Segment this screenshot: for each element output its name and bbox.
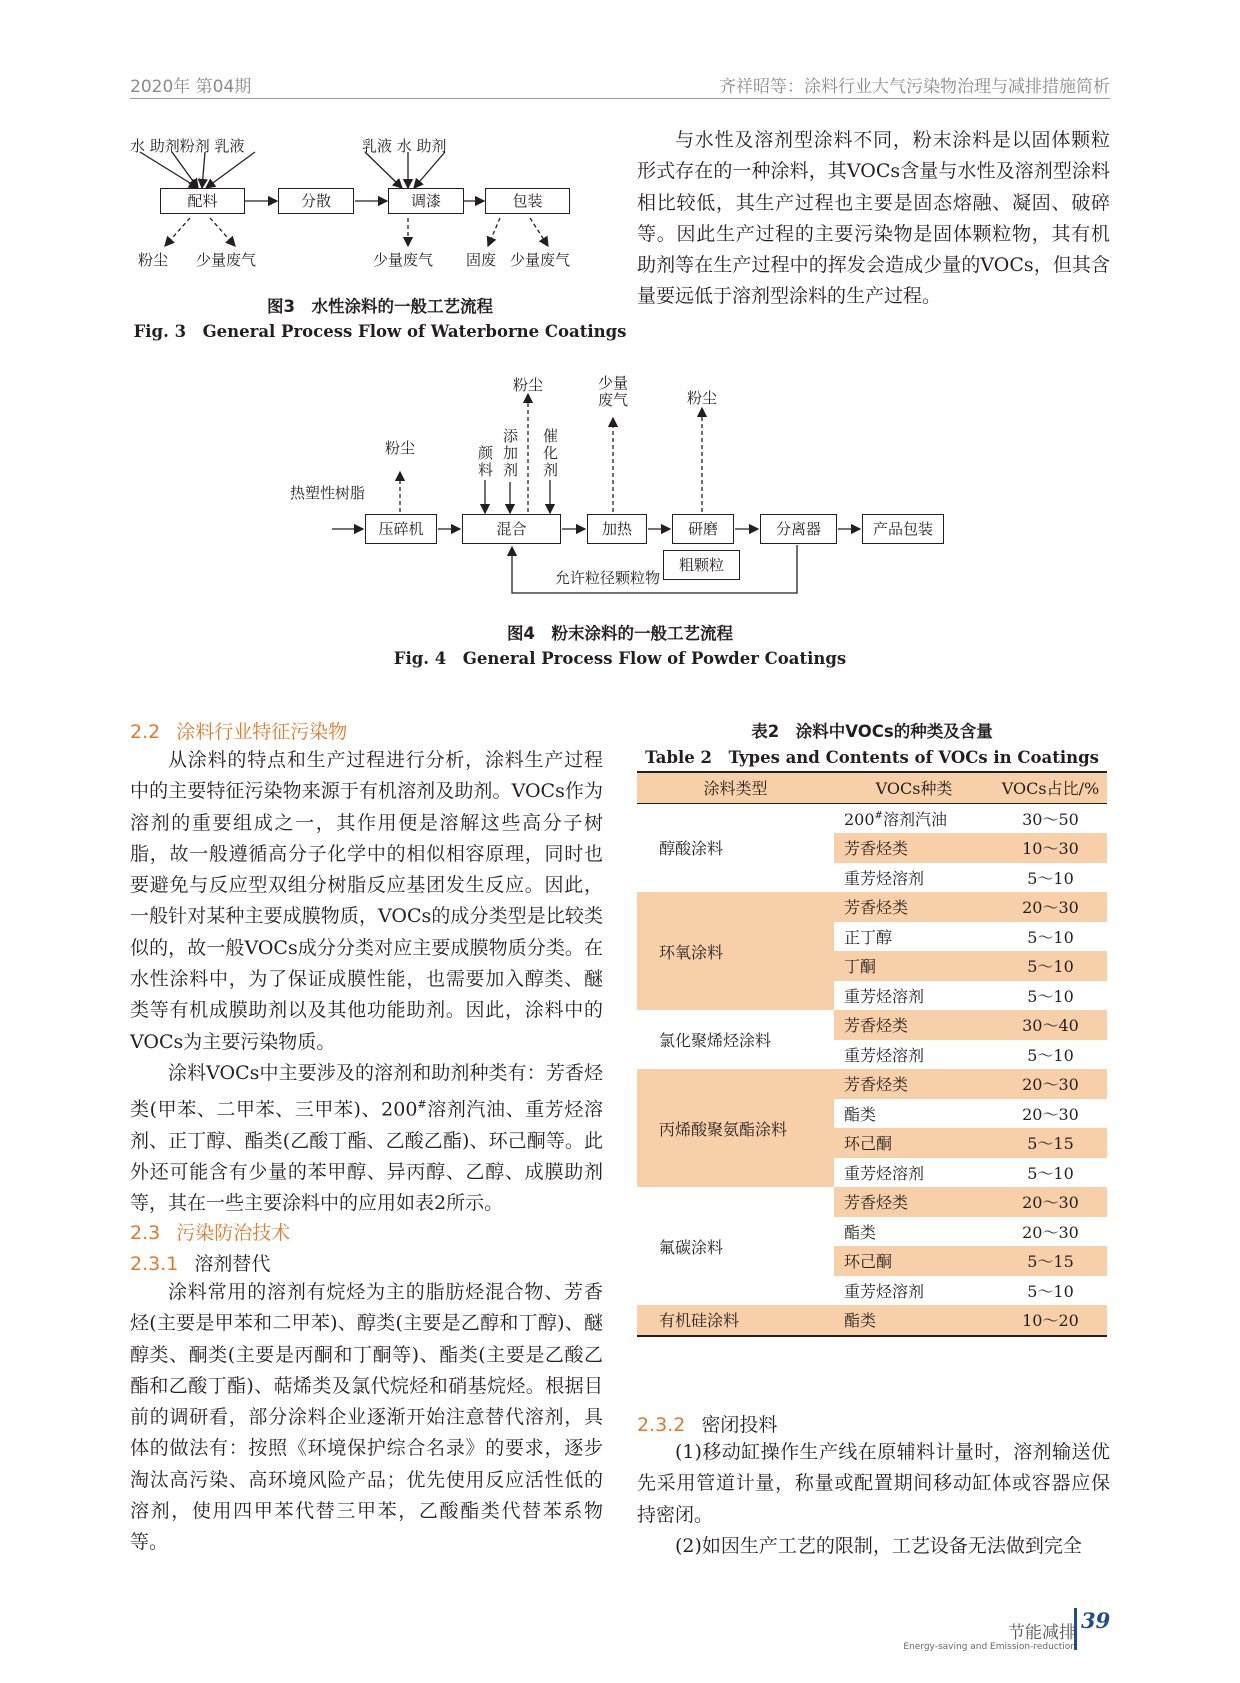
coating-type-cell: 有机硅涂料 <box>637 1305 834 1336</box>
voc-share-cell: 10～20 <box>994 1305 1107 1336</box>
voc-kind-cell: 重芳烃溶剂 <box>844 868 925 888</box>
voc-share-cell: 5～10 <box>1027 927 1074 947</box>
fig4-raw-material: 热塑性树脂 <box>290 484 366 502</box>
table-body <box>637 803 1107 1336</box>
voc-kind-cell: 芳香烃类 <box>834 892 994 922</box>
table-2 <box>637 771 1107 1337</box>
fig4-gas-line1: 少量 <box>598 374 629 392</box>
fig4-catalyst-label: 催 化 剂 <box>543 427 559 479</box>
table-row <box>637 1069 1107 1099</box>
figure-4-diagram <box>290 372 950 602</box>
voc-kind-cell: 芳香烃类 <box>834 1187 994 1217</box>
voc-share-cell: 20～30 <box>994 1187 1107 1217</box>
fig3-inputs-right: 乳液 水 助剂 <box>362 137 447 155</box>
section-2-3-2-body <box>637 1437 1110 1562</box>
voc-share-cell: 5～10 <box>1027 986 1074 1006</box>
fig3-output-dust: 粉尘 <box>138 251 169 269</box>
voc-share-cell: 20～30 <box>994 892 1107 922</box>
voc-share-cell: 5～15 <box>994 1128 1107 1158</box>
section-2-2-paragraph-1: 从涂料的特点和生产过程进行分析，涂料生产过程中的主要特征污染物来源于有机溶剂及助剂。VOCs作为溶剂的重要组成之一，其作用便是溶解这些高分子树脂，故一般遵循高分子化学中的相似相容原理，同时也要避免与反应型双组分树脂反应基团发生反应。因此，一般针对某种主要成膜物质，VOCs的成分类型是比较类似的，故一般VOCs成分分类对应主要成膜物质分类。在水性涂料中，为了保证成膜性能，也需要加入醇类、醚类等有机成膜助剂以及其他功能助剂。因此，涂料中的VOCs为主要污染物质。 <box>130 749 603 1053</box>
fig4-dust-crusher: 粉尘 <box>385 439 416 457</box>
fig3-box-batching: 配料 <box>160 188 245 214</box>
fig4-box-coarse: 粗颗粒 <box>663 550 740 580</box>
table-header-cell: 涂料类型 <box>637 772 834 803</box>
coating-type-cell: 丙烯酸聚氨酯涂料 <box>637 1069 834 1187</box>
voc-share-cell: 20～30 <box>994 1069 1107 1099</box>
voc-kind-cell: 正丁醇 <box>844 927 893 947</box>
table-row <box>637 1305 1107 1336</box>
fig4-additive-label: 添 加 剂 <box>503 427 519 479</box>
page-number-bar <box>1074 1608 1077 1650</box>
voc-kind-cell: 芳香烃类 <box>834 833 994 863</box>
fig4-box-mixer: 混合 <box>462 514 561 544</box>
running-title: 齐祥昭等：涂料行业大气污染物治理与减排措施简析 <box>719 77 1110 97</box>
section-2-2-paragraph-2: 涂料VOCs中主要涉及的溶剂和助剂种类有：芳香烃类(甲苯、二甲苯、三甲苯)、200#溶剂汽油、重芳烃溶剂、正丁醇、酯类(乙酸丁酯、乙酸乙酯)、环己酮等。此外还可能含有少量的苯甲醇、异丙醇、乙醇、成膜助剂等，其在一些主要涂料中的应用如表2所示。 <box>130 1061 603 1215</box>
fig3-output-gas-2: 少量废气 <box>373 251 434 269</box>
voc-kind-cell: 重芳烃溶剂 <box>844 1281 925 1301</box>
voc-share-cell: 30～40 <box>994 1010 1107 1040</box>
fig3-box-dispersing: 分散 <box>278 188 354 214</box>
voc-kind-cell: 环己酮 <box>834 1246 994 1276</box>
section-2-2-body <box>130 745 603 1220</box>
voc-kind-cell: 环己酮 <box>834 1128 994 1158</box>
section-2-2-heading: 2.2 涂料行业特征污染物 <box>130 721 348 743</box>
figure-4-caption-zh: 图4 粉末涂料的一般工艺流程 <box>507 624 733 643</box>
fig4-box-heating: 加热 <box>587 514 647 544</box>
voc-share-cell: 5～10 <box>1027 1281 1074 1301</box>
voc-kind-cell: 酯类 <box>844 1222 877 1242</box>
powder-coating-intro: 与水性及溶剂型涂料不同，粉末涂料是以固体颗粒形式存在的一种涂料，其VOCs含量与水性及溶剂型涂料相比较低，其生产过程也主要是固态熔融、凝固、破碎等。因此生产过程的主要污染物是固体颗粒物，其有机助剂等在生产过程中的挥发会造成少量的VOCs，但其含量要远低于溶剂型涂料的生产过程。 <box>637 129 1110 308</box>
figure-4-caption-en: Fig. 4 General Process Flow of Powder Coatings <box>393 649 847 668</box>
coating-type-cell: 氯化聚烯烃涂料 <box>659 1031 772 1050</box>
table-header-cell: VOCs占比/% <box>994 772 1107 803</box>
voc-share-cell: 30～50 <box>1022 809 1079 829</box>
fig4-box-separator: 分离器 <box>760 514 837 544</box>
voc-kind-cell: 芳香烃类 <box>834 1010 994 1040</box>
voc-kind-cell: 酯类 <box>834 1305 994 1336</box>
page-number: 39 <box>1081 1608 1111 1633</box>
coating-type-cell: 氟碳涂料 <box>659 1237 724 1257</box>
fig3-output-solid-waste: 固废 <box>466 251 497 269</box>
figure-3-caption-en: Fig. 3 General Process Flow of Waterborne Coatings <box>133 322 627 341</box>
section-2-3-2-paragraph-1: (1)移动缸操作生产线在原辅料计量时，溶剂输送优先采用管道计量，称量或配置期间移动缸体或容器应保持密闭。 <box>637 1441 1110 1526</box>
voc-kind-cell: 重芳烃溶剂 <box>844 986 925 1006</box>
voc-share-cell: 5～10 <box>1027 1163 1074 1183</box>
fig4-box-packaging: 产品包装 <box>862 514 944 544</box>
table-header-row <box>637 772 1107 803</box>
voc-share-cell: 10～30 <box>994 833 1107 863</box>
fig4-gas-line2: 废气 <box>598 391 629 409</box>
fig4-dust-grinder: 粉尘 <box>687 389 718 407</box>
fig4-recycle-label: 允许粒径颗粒物 <box>555 569 661 587</box>
fig3-box-packaging: 包装 <box>485 188 570 214</box>
voc-share-cell: 20～30 <box>1022 1104 1079 1124</box>
voc-kind-cell: 200#溶剂汽油 <box>844 809 947 829</box>
table-2-title-en: Table 2 Types and Contents of VOCs in Coatings <box>645 748 1099 767</box>
voc-share-cell: 5～10 <box>1027 868 1074 888</box>
fig4-box-crusher: 压碎机 <box>365 514 437 544</box>
fig3-output-gas-1: 少量废气 <box>196 251 257 269</box>
table-header-cell: VOCs种类 <box>834 772 994 803</box>
fig4-box-grinder: 研磨 <box>672 514 734 544</box>
footer-journal-name: 节能减排 <box>1008 1623 1076 1643</box>
table-row <box>637 803 1107 833</box>
voc-share-cell: 5～15 <box>994 1246 1107 1276</box>
section-2-3-2-heading: 2.3.2 密闭投料 <box>637 1414 778 1436</box>
voc-share-cell: 5～10 <box>1027 1045 1074 1065</box>
fig3-output-gas-3: 少量废气 <box>510 251 571 269</box>
section-2-3-1-body: 涂料常用的溶剂有烷烃为主的脂肪烃混合物、芳香烃(主要是甲苯和二甲苯)、醇类(主要是乙醇和丁醇)、醚醇类、酮类(主要是丙酮和丁酮等)、酯类(主要是乙酸乙酯和乙酸丁酯)、萜烯类及氯代烷烃和硝基烷烃。根据目前的调研看，部分涂料企业逐渐开始注意替代溶剂，具体的做法有：按照《环境保护综合名录》的要求，逐步淘汰高污染、高环境风险产品；优先使用反应活性低的溶剂，使用四甲苯代替三甲苯，乙酸酯类代替苯系物等。 <box>130 1281 603 1554</box>
voc-share-cell: 20～30 <box>1022 1222 1079 1242</box>
fig3-box-tinting: 调漆 <box>388 188 464 214</box>
section-2-3-heading: 2.3 污染防治技术 <box>130 1222 291 1244</box>
journal-issue: 2020年 第04期 <box>130 77 252 97</box>
voc-kind-cell: 重芳烃溶剂 <box>844 1163 925 1183</box>
section-2-3-2-paragraph-2: (2)如因生产工艺的限制，工艺设备无法做到完全 <box>675 1534 1082 1557</box>
table-row <box>637 1010 1107 1040</box>
fig4-pigment-label: 颜 料 <box>478 444 494 479</box>
header-rule <box>130 98 1110 99</box>
voc-kind-cell: 酯类 <box>844 1104 877 1124</box>
coating-type-cell: 环氧涂料 <box>637 892 834 1010</box>
fig4-dust-mixer: 粉尘 <box>513 376 544 394</box>
section-2-3-1-heading: 2.3.1 溶剂替代 <box>130 1253 271 1275</box>
table-row <box>637 1187 1107 1217</box>
table-2-title-zh: 表2 涂料中VOCs的种类及含量 <box>751 722 993 741</box>
coating-type-cell: 醇酸涂料 <box>659 839 724 859</box>
figure-3-caption-zh: 图3 水性涂料的一般工艺流程 <box>267 297 493 316</box>
figure-3-diagram <box>130 132 630 282</box>
fig3-inputs-left: 水 助剂粉剂 乳液 <box>130 137 245 155</box>
voc-kind-cell: 芳香烃类 <box>834 1069 994 1099</box>
voc-kind-cell: 丁酮 <box>834 951 994 981</box>
table-row <box>637 892 1107 922</box>
footer-journal-name-en: Energy-saving and Emission-reduction <box>903 1642 1076 1652</box>
voc-share-cell: 5～10 <box>994 951 1107 981</box>
voc-kind-cell: 重芳烃溶剂 <box>844 1045 925 1065</box>
